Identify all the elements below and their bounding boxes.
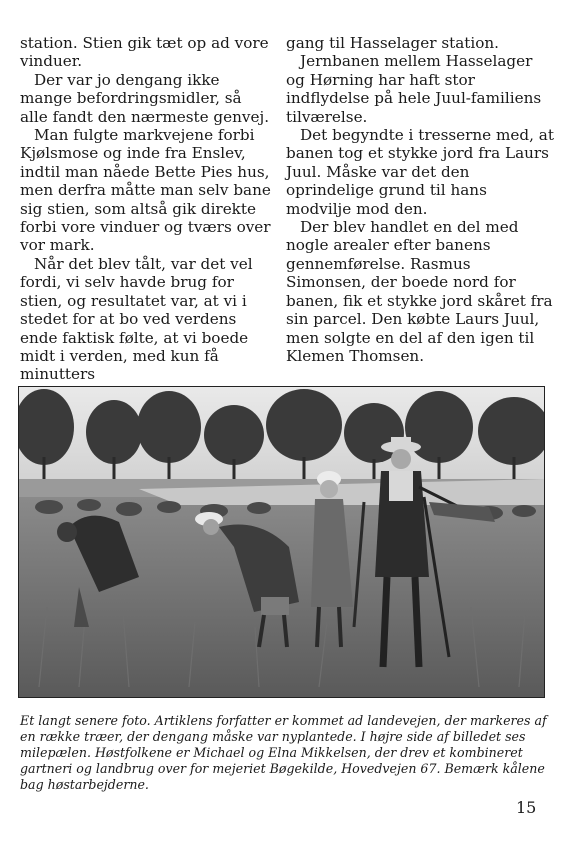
paragraph: Det begyndte i tresserne med, at banen tog et stykke jord fra Laurs Juul. Måske var det den oprindelige grund til hans modvilje mod den.: [286, 126, 554, 218]
paragraph: station. Stien gik tæt op ad vore vinduer.: [20, 34, 269, 71]
right-column: [286, 34, 554, 365]
paragraph: gang til Hasselager station.: [286, 34, 500, 52]
photo-caption: Et langt senere foto. Artiklens forfatter er kommet ad landevejen, der markeres af en række træer, der dengang måske var nyplantede. I højre side af billedet ses milepælen. Høstfolkene er Michael og Elna Mikkelsen, der drev et kombineret gartneri og landbrug over for mejeriet Bøgekilde, Hovedvejen 67. Bemærk kålene bag høstarbejderne.: [20, 712, 547, 793]
paragraph: Når det blev tålt, var det vel fordi, vi selv havde brug for stien, og resultatet var, at vi i stedet for at bo ved verdens ende faktisk følte, at vi boede midt i verden, med kun få minutters: [20, 254, 253, 384]
harvest-photo-illustration: [19, 387, 544, 697]
paragraph: Der var jo dengang ikke mange befordringsmidler, så alle fandt den nærmeste genvej.: [20, 70, 270, 126]
paragraph: Jernbanen mellem Hasselager og Hørning har haft stor indflydelse på hele Juul-familiens tilværelse.: [286, 52, 542, 126]
paragraph: Der blev handlet en del med nogle arealer efter banens gennemførelse. Rasmus Simonsen, der boede nord for banen, fik et stykke jord skåret fra sin parcel. Den købte Laurs Juul, men solgte en del af den igen til Klemen Thomsen.: [286, 218, 553, 365]
left-column: [20, 34, 272, 384]
page-number: 15: [516, 798, 537, 817]
paragraph: Man fulgte markvejene forbi Kjølsmose og inde fra Enslev, indtil man nåede Bette Pies hus, men derfra måtte man selv bane sig stien, som altså gik direkte forbi vore vinduer og tværs over vor mark.: [20, 126, 271, 255]
harvest-photo: [18, 386, 545, 698]
